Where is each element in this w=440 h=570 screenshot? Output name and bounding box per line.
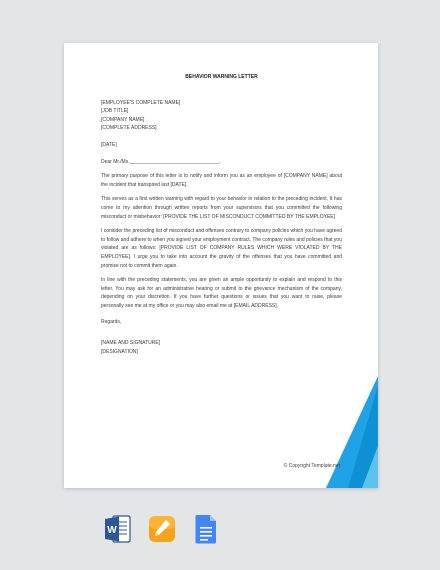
apple-pages-icon[interactable] (148, 513, 176, 545)
address-line: [JOB TITLE] (101, 108, 129, 115)
paragraph: The primary purpose of this letter is to notify and inform you as an employee of [COMPANY NAME] about the incident that transpired last [DATE]. (101, 173, 342, 188)
salutation: Dear Mr./Ms.________________________________, (101, 158, 220, 165)
closing: Regards, (101, 319, 122, 326)
signature-line: [DESIGNATION] (101, 348, 138, 355)
letter-document (64, 43, 378, 488)
signature-block (101, 339, 342, 356)
corner-accent (318, 376, 378, 488)
signature-line: [NAME AND SIGNATURE] (101, 340, 161, 347)
paragraph: This serves as a first written warning with regard to your behavior in relation to the preceding incident. It has come to my attention through written reports from your supervisors that you committed the following misconduct or misbehavior: [PROVIDE THE LIST OF MISCONDUCT COMMITTED BY THE EMPLOYEE] (101, 196, 342, 220)
google-docs-icon[interactable] (192, 513, 220, 545)
app-icons (104, 513, 220, 545)
paragraph: In line with the preceding statements, you are given an ample opportunity to explain and respond to this letter. You may ask for an administrative hearing or submit to the grievance mechanism of the company, depending on your discretion. If you have further questions or issues that you want to raise, please personally see me at my office or you may also email me at [EMAIL ADDRESS]. (101, 277, 342, 309)
paragraph: I consider the preceding list of misconduct and offenses contrary to company policies which you have agreed to follow and adhere to when you signed your employment contract. The company rules and policies that you violated are as follows: [PROVIDE LIST OF COMPANY RULES WHICH WERE VIOLATED BY THE EMPLOYEE]. I urge you to take into account the gravity of the offenses that you have committed and promise not to commit them again. (101, 228, 342, 269)
svg-text:W: W (107, 525, 117, 536)
letter-date: [DATE] (101, 141, 117, 148)
copyright-text: © Copyright Template.net (283, 463, 340, 469)
address-line: [COMPLETE ADDRESS] (101, 125, 157, 132)
letter-title: BEHAVIOR WARNING LETTER (185, 74, 258, 80)
recipient-address (101, 99, 342, 133)
microsoft-word-icon[interactable] (104, 513, 132, 545)
address-line: [EMPLOYEE'S COMPLETE NAME] (101, 99, 181, 106)
address-line: [COMPANY NAME] (101, 116, 145, 123)
